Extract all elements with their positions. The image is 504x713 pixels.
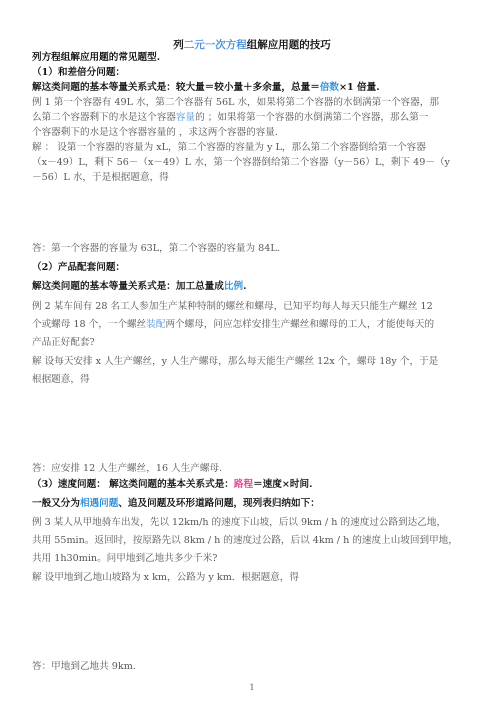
section-2-relation — [32, 280, 472, 293]
example-1-line-1: 例 1 第一个容器有 49L 水，第二个容器有 56L 水，如果将第二个容器的水倒满第一个容器，那 — [32, 97, 439, 108]
example-3-line-3: 共用 1h30min。问甲地到乙地共多少千米? — [32, 553, 218, 564]
relation-link[interactable]: 比例 — [223, 281, 244, 292]
section-3-text-end: ＝速度×时间. — [253, 479, 313, 490]
answer-3: 答：甲地到乙地共 9km. — [32, 661, 136, 672]
example-text-end: 两个螺母，问应怎样安排生产螺丝和螺母的工人，才能使每天的 — [165, 319, 435, 330]
subtitle-text-end: 、追及问题及环形道路问题，现列表归纳如下： — [118, 498, 320, 509]
section-3-link[interactable]: 路程 — [233, 479, 254, 490]
section-1-title: （1）和差倍分问题： — [32, 67, 126, 78]
example-3-line-1: 例 3 某人从甲地骑车出发，先以 12km/h 的速度下山坡，后以 9km / h 的速度过公路到达乙地， — [32, 517, 447, 528]
solution-1-line-1: 解 ： 设第一个容器的容量为 xL，第二个容器的容量为 y L，那么第二个容器倒给第一个容器 — [32, 142, 426, 153]
relation-text-end: ×1 倍量. — [339, 82, 380, 93]
example-2-line-2 — [32, 318, 472, 331]
solution-1-line-2: （x－49）L，剩下 56－（x－49）L 水，第一个容器倒给第二个容器（y－56）L，剩下 49－（y — [32, 157, 450, 168]
example-text: 么第二个容器剩下的水是这个容器 — [32, 112, 176, 123]
section-3-title — [32, 478, 472, 491]
solution-3-line-1: 解 设甲地到乙地山坡路为 x km，公路为 y km．根据题意，得 — [32, 572, 299, 583]
example-2-line-1: 例 2 某车间有 28 名工人参加生产某种特制的螺丝和螺母，已知平均每人每天只能生产螺丝 12 — [32, 301, 433, 312]
solution-2-line-2: 根据题意，得 — [32, 374, 90, 385]
page-number: 1 — [249, 683, 255, 692]
example-3-line-2: 共用 55min。返回时，按原路先以 8km / h 的速度过公路，后以 4km / h 的速度上山坡回到甲地， — [32, 535, 458, 546]
title-text-end: 组解应用题的技巧 — [246, 39, 331, 51]
example-link[interactable]: 装配 — [146, 319, 166, 330]
section-1-relation — [32, 81, 472, 94]
solution-1-line-3: －56）L 水，于是根据题意，得 — [32, 172, 169, 183]
title-text: 列 — [173, 39, 184, 51]
relation-text: 解这类问题的基本等量关系式是：加工总量成 — [32, 281, 224, 292]
relation-text-end: . — [243, 281, 247, 292]
title-link[interactable]: 二元一次方程 — [183, 39, 247, 51]
example-2-line-3: 产品正好配套? — [32, 337, 95, 348]
subtitle-text: 一般又分为 — [32, 498, 80, 509]
document-title — [0, 37, 504, 52]
relation-link[interactable]: 倍数 — [319, 82, 339, 93]
example-1-line-2 — [32, 111, 472, 124]
section-3-subtitle — [32, 497, 472, 510]
answer-1: 答：第一个容器的容量为 63L，第二个容器的容量为 84L. — [32, 243, 280, 254]
example-1-line-3: 个容器剩下的水是这个容器容量的 ，求这两个容器的容量. — [32, 127, 278, 138]
section-3-text: （3）速度问题： 解这类问题的基本关系式是： — [32, 479, 234, 490]
subtitle-link[interactable]: 相遇问题 — [79, 498, 119, 509]
example-text-end: 的 ；如果将第一个容器的水倒满第二个容器，那么第一 — [195, 112, 429, 123]
section-2-title: （2）产品配套问题： — [32, 262, 126, 273]
relation-text: 解这类问题的基本等量关系式是：较大量＝较小量＋多余量，总量＝ — [32, 82, 320, 93]
solution-2-line-1: 解 设每天安排 x 人生产螺丝，y 人生产螺母，那么每天能生产螺丝 12x 个，螺母 18y 个，于是 — [32, 356, 439, 367]
example-text: 个或螺母 18 个，一个螺丝 — [32, 319, 147, 330]
answer-2: 答：应安排 12 人生产螺丝，16 人生产螺母. — [32, 463, 223, 474]
main-heading: 列方程组解应用题的常见题型. — [32, 52, 161, 63]
example-link[interactable]: 容量 — [175, 112, 196, 123]
